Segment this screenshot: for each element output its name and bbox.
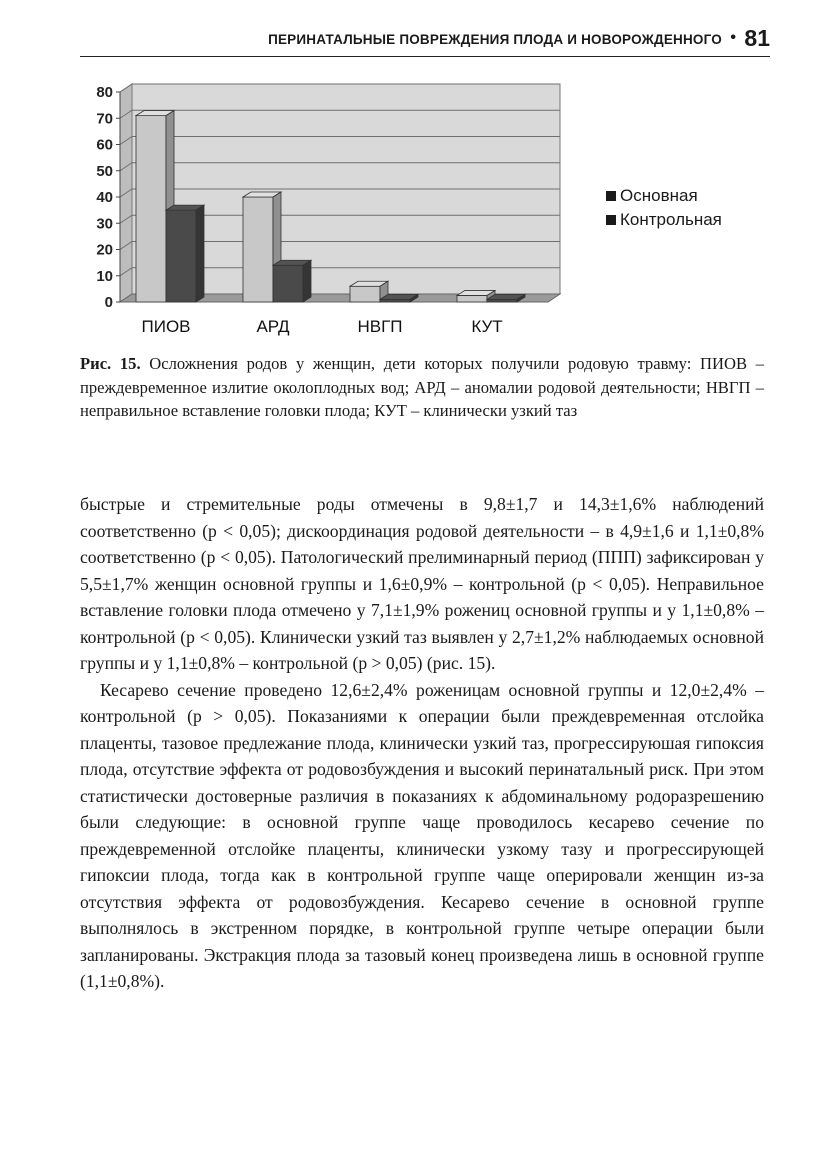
y-tick-label: 40 xyxy=(96,189,113,206)
y-tick-label: 80 xyxy=(96,84,113,101)
y-tick-label: 30 xyxy=(96,215,113,233)
y-tick-label: 60 xyxy=(96,136,113,154)
chart-legend xyxy=(606,184,722,232)
running-header-title: ПЕРИНАТАЛЬНЫЕ ПОВРЕЖДЕНИЯ ПЛОДА И НОВОРОЖДЕННОГО xyxy=(268,32,722,47)
bar xyxy=(273,265,303,302)
legend-label-main: Основная xyxy=(620,186,698,205)
x-tick-label: АРД xyxy=(256,317,290,336)
page-number: 81 xyxy=(744,25,770,51)
header-bullet: • xyxy=(730,29,736,46)
legend-label-control: Контрольная xyxy=(620,210,722,229)
running-header xyxy=(80,24,770,57)
paragraph: Кесарево сечение проведено 12,6±2,4% роженицам основной группы и 12,0±2,4% – контрольной (p > 0,05). Показаниями к операции были преждевременная отслойка плаценты, тазовое предлежание плода, клинически узкий таз, прогрессируюшая гипоксия плода, отсутствие эффекта от родовозбуждения и высокий перинатальный риск. При этом статистически достоверные различия в показаниях к абдоминальному родоразрешению были следующие: в основной группе чаще проводилось кесарево сечение по преждевременной отслойке плаценты, клинически узкому тазу и прогрессирующей гипоксии плода, тогда как в контрольной группе чаще оперировали женщин из-за отсутствия эффекта от родовозбуждения. Кесарево сечение в основной группе выполнялось в экстренном порядке, в контрольной группе четыре операции были запланированы. Экстракция плода за тазовый конец произведена лишь в основной группе (1,1±0,8%). xyxy=(80,679,764,991)
bar-side xyxy=(303,260,311,302)
x-tick-label: ПИОВ xyxy=(141,317,191,336)
body-text xyxy=(80,491,764,995)
y-tick-label: 10 xyxy=(96,267,113,285)
x-tick-label: НВГП xyxy=(357,317,403,336)
bar xyxy=(350,286,380,302)
bar-side xyxy=(196,205,204,302)
bar-chart xyxy=(74,80,594,342)
figure-label: Рис. 15. xyxy=(80,354,141,373)
legend-swatch-control xyxy=(606,215,616,225)
y-tick-label: 70 xyxy=(96,110,113,128)
paragraph: быстрые и стремительные роды отмечены в 9,8±1,7 и 14,3±1,6% наблюдений соответственно (p < 0,05); дискоординация родовой деятельности – в 4,9±1,6 и 1,1±0,8% соответственно (p < 0,05). Патологический прелиминарный период (ППП) зафиксирован у 5,5±1,7% женщин основной группы и 1,6±0,9% – контрольной (p < 0,05). Неправильное вставление головки плода отмечено у 7,1±1,9% рожениц основной группы и у 1,1±0,8% – контрольной (p < 0,05). Клинически узкий таз выявлен у 2,7±1,2% наблюдаемых основной группы и у 1,1±0,8% – контрольной (p > 0,05) (рис. 15). xyxy=(80,494,764,673)
legend-swatch-main xyxy=(606,191,616,201)
bar xyxy=(243,197,273,302)
legend-item-control xyxy=(606,208,722,232)
legend-item-main xyxy=(606,184,722,208)
y-tick-label: 20 xyxy=(96,241,113,259)
bar xyxy=(166,210,196,302)
bar xyxy=(457,295,487,302)
figure-caption-text: Осложнения родов у женщин, дети которых получили родовую травму: ПИОВ – преждевременное излитие околоплодных вод; АРД – аномалии родовой деятельности; НВГП – неправильное вставление головки плода; КУТ – клинически узкий таз xyxy=(80,354,764,420)
y-tick-label: 0 xyxy=(104,294,113,311)
bar xyxy=(136,116,166,302)
x-tick-label: КУТ xyxy=(471,317,503,336)
figure-caption xyxy=(80,352,764,423)
y-tick-label: 50 xyxy=(96,162,113,180)
